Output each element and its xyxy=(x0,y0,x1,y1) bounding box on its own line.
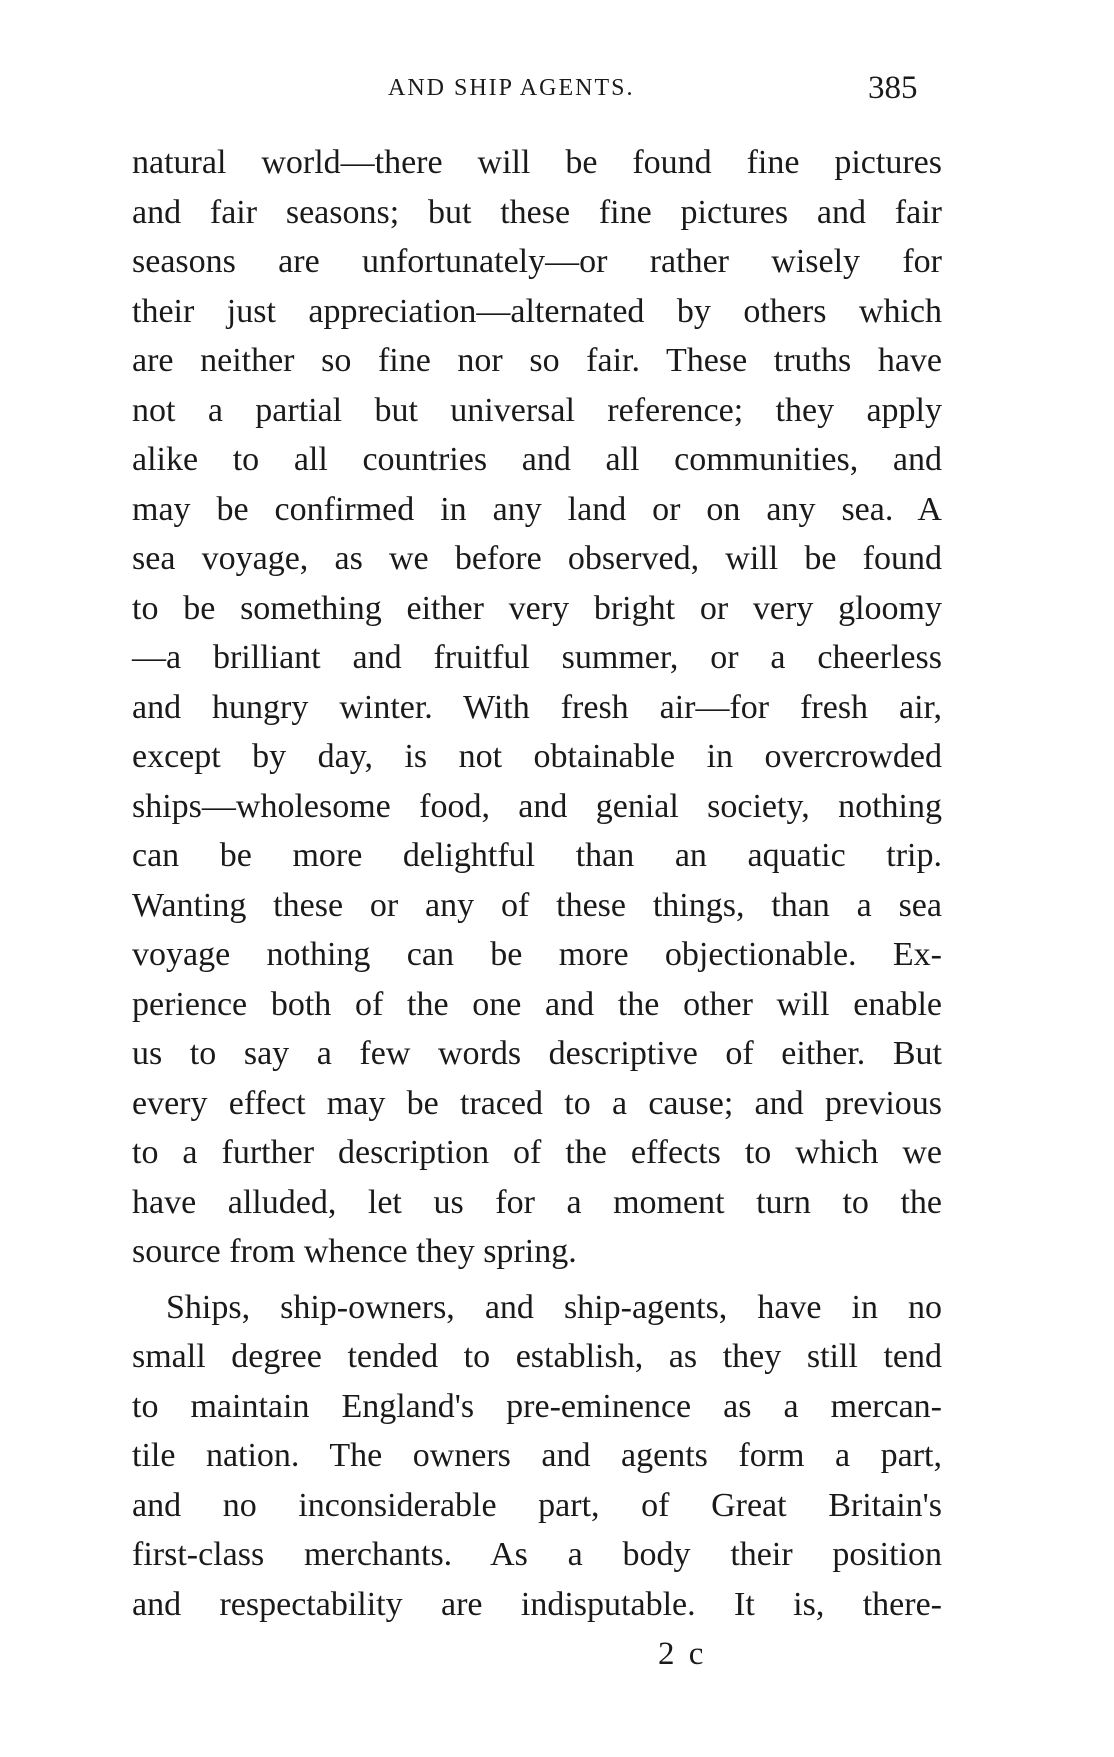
text-line: —a brilliant and fruitful summer, or a cheerless xyxy=(132,639,942,676)
text-line: Wanting these or any of these things, than a sea xyxy=(132,886,942,924)
text-line: ships—wholesome food, and genial society, nothing xyxy=(132,787,942,825)
paragraph xyxy=(132,1283,942,1630)
text-line: tile nation. The owners and agents form a part, xyxy=(132,1437,942,1474)
text-line: source from whence they spring. xyxy=(132,1233,577,1270)
page-number: 385 xyxy=(868,70,918,106)
text-line: can be more delightful than an aquatic trip. xyxy=(132,837,942,874)
text-line: to maintain England's pre-eminence as a mercan- xyxy=(132,1387,942,1425)
text-line: seasons are unfortunately—or rather wisely for xyxy=(132,243,942,280)
text-line: their just appreciation—alternated by others which xyxy=(132,292,942,330)
text-line: perience both of the one and the other will enable xyxy=(132,985,942,1023)
text-line: are neither so fine nor so fair. These truths have xyxy=(132,342,942,379)
text-line: to be something either very bright or very gloomy xyxy=(132,589,942,627)
text-line: natural world—there will be found fine pictures xyxy=(132,144,942,181)
text-line: every effect may be traced to a cause; and previous xyxy=(132,1084,942,1122)
text-line: may be confirmed in any land or on any sea. A xyxy=(132,490,942,528)
running-title: AND SHIP AGENTS. xyxy=(388,75,635,101)
text-line: alike to all countries and all communities, and xyxy=(132,441,942,478)
text-line: sea voyage, as we before observed, will be found xyxy=(132,540,942,577)
text-line: first-class merchants. As a body their position xyxy=(132,1536,942,1573)
text-line: Ships, ship-owners, and ship-agents, have in no xyxy=(166,1288,942,1326)
text-line: us to say a few words descriptive of either. But xyxy=(132,1035,942,1072)
text-line: small degree tended to establish, as they still tend xyxy=(132,1338,942,1375)
text-line: and fair seasons; but these fine pictures and fair xyxy=(132,193,942,231)
text-line: have alluded, let us for a moment turn to the xyxy=(132,1183,942,1221)
paragraph xyxy=(132,138,942,1277)
signature-mark: 2 c xyxy=(658,1636,707,1672)
text-line: and respectability are indisputable. It is, there- xyxy=(132,1585,942,1623)
text-line: to a further description of the effects to which we xyxy=(132,1134,942,1171)
text-line: and no inconsiderable part, of Great Britain's xyxy=(132,1486,942,1524)
text-line: except by day, is not obtainable in overcrowded xyxy=(132,738,942,775)
body-text xyxy=(132,138,942,1629)
running-head xyxy=(0,68,1114,108)
text-line: and hungry winter. With fresh air—for fresh air, xyxy=(132,688,942,726)
text-line: not a partial but universal reference; they apply xyxy=(132,391,942,429)
text-line: voyage nothing can be more objectionable. Ex- xyxy=(132,936,942,973)
